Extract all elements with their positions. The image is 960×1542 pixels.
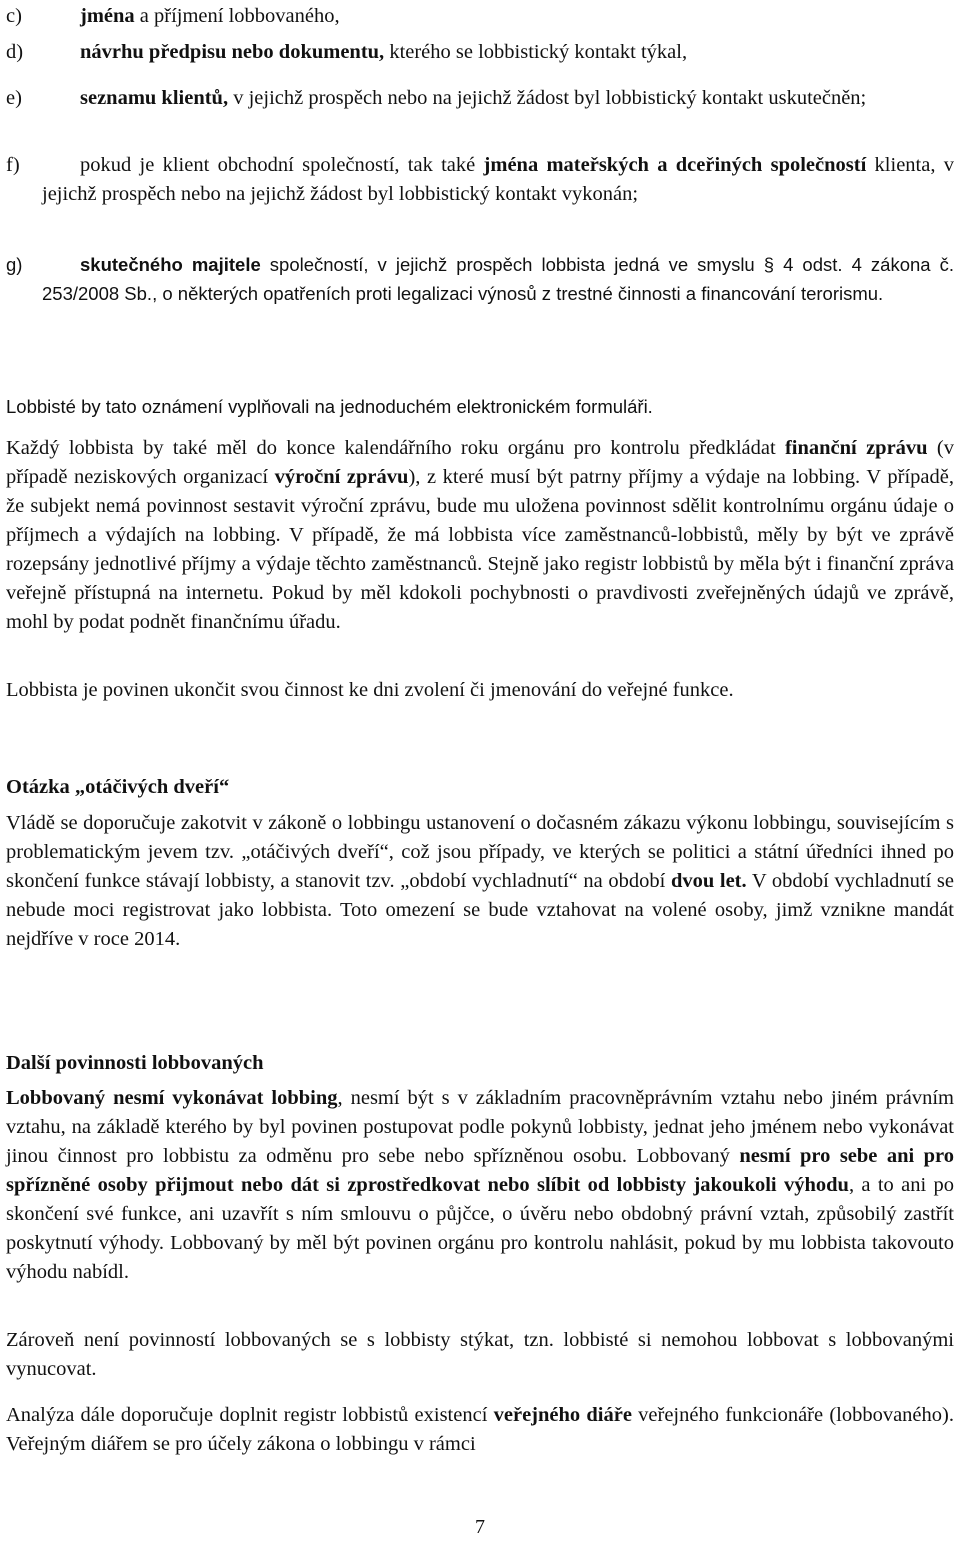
bold-text-segment: výroční zprávu: [274, 466, 409, 488]
paragraph-revolving-doors: [6, 809, 954, 954]
list-text: [6, 84, 954, 113]
text-segment: Vládě se doporučuje zakotvit v zákoně o lobbingu ustanovení o dočasném zákazu výkonu lobbingu, souvisejícím s problematickým jevem tzv. „otáčivých dveří“, což jsou případy, ve kterých se politici a státní úředníci ihned po skončení funkce stávají lobbisty, a stanovit tzv. „období vychladnutí“ na období: [6, 812, 954, 892]
text-segment: Každý lobbista by také měl do konce kalendářního roku orgánu pro kontrolu předkládat: [6, 437, 785, 459]
text-segment: V období vychladnutí se nebude moci registrovat jako lobbista. Toto omezení se bude vztahovat na volené osoby, jimž vznikne mandát nejdříve v roce 2014.: [6, 870, 954, 950]
heading-further-obligations: Další povinnosti lobbovaných: [6, 1052, 264, 1074]
list-label: d): [6, 41, 24, 63]
list-text: [6, 250, 954, 308]
paragraph-public-diary: [6, 1401, 954, 1459]
bold-text-segment: veřejného diáře: [493, 1404, 632, 1426]
bold-text-segment: Lobbovaný nesmí vykonávat lobbing: [6, 1087, 338, 1109]
paragraph-termination: [6, 676, 954, 705]
list-label: f): [6, 154, 20, 176]
text-segment: Analýza dále doporučuje doplnit registr lobbistů existencí: [6, 1404, 494, 1426]
bold-text-segment: finanční zprávu: [784, 437, 928, 459]
list-item-f: [6, 151, 954, 209]
text-segment: Lobbista je povinen ukončit svou činnost ke dni zvolení či jmenování do veřejné funkce.: [6, 679, 734, 701]
bold-text-segment: dvou let.: [670, 870, 747, 892]
text-segment: v jejichž prospěch nebo na jejichž žádost byl lobbistický kontakt uskutečněn;: [228, 87, 867, 109]
bold-text-segment: jména: [80, 5, 135, 27]
text-segment: a příjmení lobbovaného,: [134, 5, 340, 27]
bold-text-segment: návrhu předpisu nebo dokumentu,: [80, 41, 385, 63]
list-text: [6, 38, 954, 67]
paragraph-financial-report: [6, 434, 954, 637]
list-item-g: [6, 250, 954, 308]
text-segment: společností, v jejichž prospěch lobbista jedná ve smyslu § 4 odst. 4 zákona č. 253/2008 Sb., o některých opatřeních proti legalizaci výnosů z trestné činnosti a financování terorismu.: [42, 254, 955, 304]
bold-text-segment: nesmí pro sebe ani pro spřízněné osoby přijmout nebo dát si zprostředkovat nebo slíbit od lobbisty jakoukoli výhodu: [6, 1145, 955, 1196]
page-number: 7: [475, 1516, 485, 1538]
list-text: [6, 2, 954, 31]
paragraph-lobbied-obligations: [6, 1084, 954, 1287]
heading-revolving-doors: Otázka „otáčivých dveří“: [6, 776, 230, 798]
text-segment: , a to ani po skončení své funkce, ani uzavřít s ním smlouvu o půjčce, o úvěru nebo obdobný právní vztah, způsobilý zastřít poskytnutí výhody. Lobbovaný by měl být povinen orgánu pro kontrolu nahlásit, pokud by mu lobbista takovouto výhodu nabídl.: [6, 1174, 955, 1283]
paragraph-no-obligation: [6, 1326, 954, 1384]
bold-text-segment: skutečného majitele: [80, 254, 261, 275]
text-segment: Lobbisté by tato oznámení vyplňovali na jednoduchém elektronickém formuláři.: [6, 396, 653, 417]
list-item-c: [6, 2, 954, 31]
text-segment: , nesmí být s v základním pracovněprávním vztahu nebo jiném právním vztahu, na základě kterého by byl povinen postupovat podle pokynů lobbisty, jednat jeho jménem nebo vykonávat jinou činnost pro lobbistu za odměnu pro sebe nebo spřízněnou osobu. Lobbovaný: [6, 1087, 954, 1167]
list-item-d: [6, 38, 954, 67]
text-segment: veřejného funkcionáře (lobbovaného). Veřejným diářem se pro účely zákona o lobbingu v rámci: [6, 1404, 954, 1455]
list-label: c): [6, 5, 22, 27]
list-text: [6, 151, 954, 209]
text-segment: klienta, v jejichž prospěch nebo na jejichž žádost byl lobbistický kontakt vykonán;: [42, 154, 955, 205]
list-label: g): [6, 254, 23, 275]
text-segment: Zároveň není povinností lobbovaných se s lobbisty stýkat, tzn. lobbisté si nemohou lobbovat s lobbovanými vynucovat.: [6, 1329, 954, 1380]
bold-text-segment: jména mateřských a dceřiných společností: [483, 154, 867, 176]
text-segment: ), z které musí být patrny příjmy a výdaje na lobbing. V případě, že subjekt nemá povinnost sestavit výroční zprávu, bude mu uložena povinnost sdělit kontrolnímu orgánu údaje o příjmech a výdajích na lobbing. V případě, že má lobbista více zaměstnanců-lobbistů, měly by být ve zprávě rozepsány jednotlivé příjmy a výdaje těchto zaměstnanců. Stejně jako registr lobbistů by měla být i finanční zpráva veřejně přístupná na internetu. Pokud by měl kdokoli pochybnosti o pravdivosti zveřejněných údajů ve zprávě, mohl by podat podnět finančnímu úřadu.: [6, 466, 954, 633]
list-label: e): [6, 87, 22, 109]
list-item-e: [6, 84, 954, 113]
text-segment: kterého se lobbistický kontakt týkal,: [384, 41, 688, 63]
text-segment: (v případě neziskových organizací: [6, 437, 954, 488]
bold-text-segment: seznamu klientů,: [80, 87, 229, 109]
text-segment: pokud je klient obchodní společností, tak také: [80, 154, 484, 176]
paragraph-form: [6, 392, 954, 421]
